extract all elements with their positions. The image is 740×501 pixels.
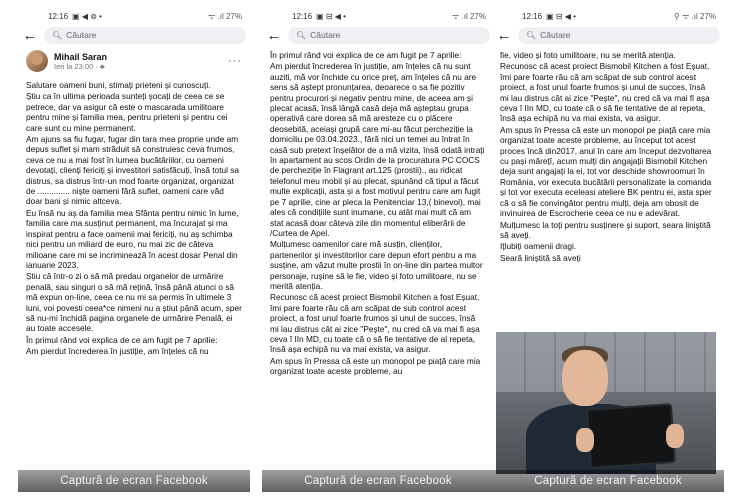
post-meta: Ieri la 23:00 · ♣: [54, 61, 105, 71]
search-icon: 🔍︎: [526, 30, 537, 40]
post-paragraph: Recunosc că acest proiect Bismobil Kitchen a fost Eșuat, îmi pare foarte rău că am scăpat de sub control acest proiect, a fost unul foarte frumos și unul de succes, însă mi lau distrus cât ai zice "Pește", nu cred că va mai fi așa ceva î IIn MD, cu toate că o să fie tentative de al repeta, însă așa echipă nu va mai exista, va asigur.: [270, 292, 480, 355]
post-paragraph: Iţlubiți oamenii dragi.: [500, 241, 577, 252]
signal-battery-icons: ⚲ ᯤ .ıl 27%: [673, 11, 716, 21]
caption-overlay: Captură de ecran Facebook: [18, 470, 250, 492]
phone-screenshot-2: [262, 8, 494, 492]
status-time: 12:16: [48, 11, 69, 21]
post-paragraph: fie, video și foto umilitoare, nu se merită atenția.: [500, 50, 676, 60]
post-body: [262, 46, 494, 377]
search-row: [492, 24, 724, 46]
person-hand: [666, 424, 684, 448]
post-body: [492, 46, 724, 263]
search-row: [262, 24, 494, 46]
caption-overlay: Captură de ecran Facebook: [262, 470, 494, 492]
phone-screenshot-1: [18, 8, 250, 492]
post-paragraph: În primul rând voi explica de ce am fugit pe 7 aprilie:: [270, 50, 462, 60]
tablet-device: [586, 403, 676, 469]
more-options-icon[interactable]: ···: [228, 55, 242, 67]
status-time: 12:16: [522, 11, 543, 21]
post-photo[interactable]: [496, 332, 716, 474]
search-input[interactable]: [44, 27, 246, 44]
post-paragraph: Salutare oameni buni, stimați prieteni și cunoscuți.: [26, 80, 211, 90]
post-paragraph: Am ajuns sa fiu fugar, fugar din tara mea proprie unde am depus suflet și mam străduit să construiesc ceva frumos, ceva ce nu a mai fost în lumea bucătăriilor, cu oameni devotați, clienți fericiți și investitori satisfăcuți, însă totul sa distrus, sa distrus într-un mod foarte organizat, organizat de .............. niște oameni fără suflet, oameni care văd doar bani și nimic altceva.: [26, 134, 240, 207]
author-name[interactable]: Mihail Saran: [54, 51, 108, 62]
avatar[interactable]: [26, 50, 48, 72]
search-input[interactable]: [288, 27, 490, 44]
back-arrow-icon[interactable]: ←: [496, 26, 512, 44]
status-bar: [492, 8, 724, 24]
notification-icons: ▣ ◀ ⊚ •: [72, 11, 102, 21]
post-paragraph: În primul rând voi explica de ce am fugit pe 7 aprilie:: [26, 334, 218, 345]
search-input[interactable]: [518, 27, 720, 44]
post-body: [18, 76, 250, 357]
post-paragraph: Am pierdut încrederea în justiție, am înțeles că nu: [26, 346, 209, 357]
status-bar: [18, 8, 250, 24]
phone-screenshot-3: [492, 8, 724, 492]
person-head: [562, 350, 608, 406]
post-paragraph: Am spus în Pressa că este un monopol pe piață care mia organizat toate aceste probleme, au început tot acest proces încă din2017, anul în care am început dezvoltarea cu pași mărețî, acum mulți din angajații Bismobil Kitchen deja sunt angajați la ei, tot vor deschide showroomuri în România, vor executa bucătării personalizate la comanda și tot vor executa eceleasi ateliere BK pentru ei, asta sper că o să fie convingător pentru mulți, deja am obosit de invinuirea de Escrocherie ceea ce nu e adevărat.: [500, 124, 712, 219]
post-paragraph: Mulțumesc la toți pentru susținere și suport, seara liniștită să aveți.: [500, 219, 711, 240]
post-paragraph: Recunosc că acest proiect Bismobil Kitchen a fost Eșuat, îmi pare foarte rău că am scăpat de sub control acest proiect, a fost unul foarte frumos și unul de succes, însă mi lau distrus cât ai zice "Pește", nu cred că va mai fi așa ceva î IIn MD, cu toate că o să fie tentative de al repeta, însă așa echipă nu va mai exista, va asigur.: [500, 61, 710, 124]
notification-icons: ▣ ⊟ ◀ •: [546, 11, 576, 21]
post-paragraph: Știu că într-o zi o să mă predau organelor de urmărire penală, sau singuri o să mă rețină, însă până atunci o să mă expun on-line, ceea ce nu mi sa permis în ultimele 3 luni, voi povesti ceea*ce nimeni nu a știut până acum, sper să nu-mi închidă pagina organele de urmărire Penală, ei au toate accesele.: [26, 271, 242, 334]
search-placeholder: Căutare: [310, 30, 341, 40]
post-paragraph: Eu însă nu aș da familia mea Sfânta pentru nimic în lume, familia care ma susținut permanent, ma încurajat și ma inspirat pentru a face oamenii mai fericiți, nu aș schimba nici pentru un miliard de euro, nu mai zic de câteva milioane care mi se incriminează în acest dosar Penal din ianuarie 2023.: [26, 207, 239, 270]
post-paragraph: Seară liniștită să aveți: [500, 252, 581, 263]
status-time: 12:16: [292, 11, 313, 21]
notification-icons: ▣ ⊟ ◀ •: [316, 11, 346, 21]
back-arrow-icon[interactable]: ←: [266, 26, 282, 44]
search-placeholder: Căutare: [66, 30, 97, 40]
post-paragraph: Știu ca în ultima perioada sunteți șocați de ceea ce se petrece, dar va asigur că este o mascarada umilitoare pentru mine și familia mea, pentru prieteni și pentru cei care sunt cu mine permanent.: [26, 91, 228, 133]
signal-battery-icons: ᯤ .ıl 27%: [452, 11, 486, 21]
back-arrow-icon[interactable]: ←: [22, 26, 38, 44]
post-paragraph: Am pierdut încrederea în justiție, am înțeles că nu sunt auziti, mă vor închide cu orice preț, am înțeles că nu are sens să aștept pronunțarea, deoarece o sa fie pozitiv pentru procurori și negativ pentru mine, de aceea am și plecat acasă, însă lângă casă deja mă așteptau grupa operativă care dorea să mă aresteze cu o plăcere deosebită, aceiași grupă care mi-au făcut percheziție la domiciliu pe 03.04.2023., fără nici un temei au întrat în casă sub pretext înșelător de a mă vizita, însă odată intrați în apartament au scos Ordin de la procuratura PC COCS de percheziție în Flagrant art.125 (prostii)., au ridicat telefonul meu mobil și au plecat, spunând că tipul a făcut multe explicații, asta și a fost motivul pentru care am fugit pe 7 aprilie, cine ar pleca la Penitenciar 13,( binevol), mai ales că condițiile sunt inumane, cu atât mai mult că am stat acasă doar câteva zile din momentul eliberării de /Curtea de Apel.: [270, 61, 485, 238]
signal-battery-icons: ᯤ .ıl 27%: [208, 11, 242, 21]
post-paragraph: Am spus în Pressa că este un monopol pe piață care mia organizat toate aceste probleme, au: [270, 355, 481, 377]
status-bar: [262, 8, 494, 24]
post-header: [18, 46, 250, 76]
search-icon: 🔍︎: [296, 30, 307, 40]
caption-overlay: Captură de ecran Facebook: [492, 470, 724, 492]
post-paragraph: Mulțumesc oamenilor care mă susțin, clienților, partenerilor și investitorilor care depun efort pentru a ma susține, am văzut multe prostii în on-line din partea multor personaje, rușine să le fie, video și foto umilitoare, nu se merită atenția.: [270, 239, 483, 291]
search-row: [18, 24, 250, 46]
search-icon: 🔍︎: [52, 30, 63, 40]
search-placeholder: Căutare: [540, 30, 571, 40]
person-hand: [576, 428, 594, 452]
